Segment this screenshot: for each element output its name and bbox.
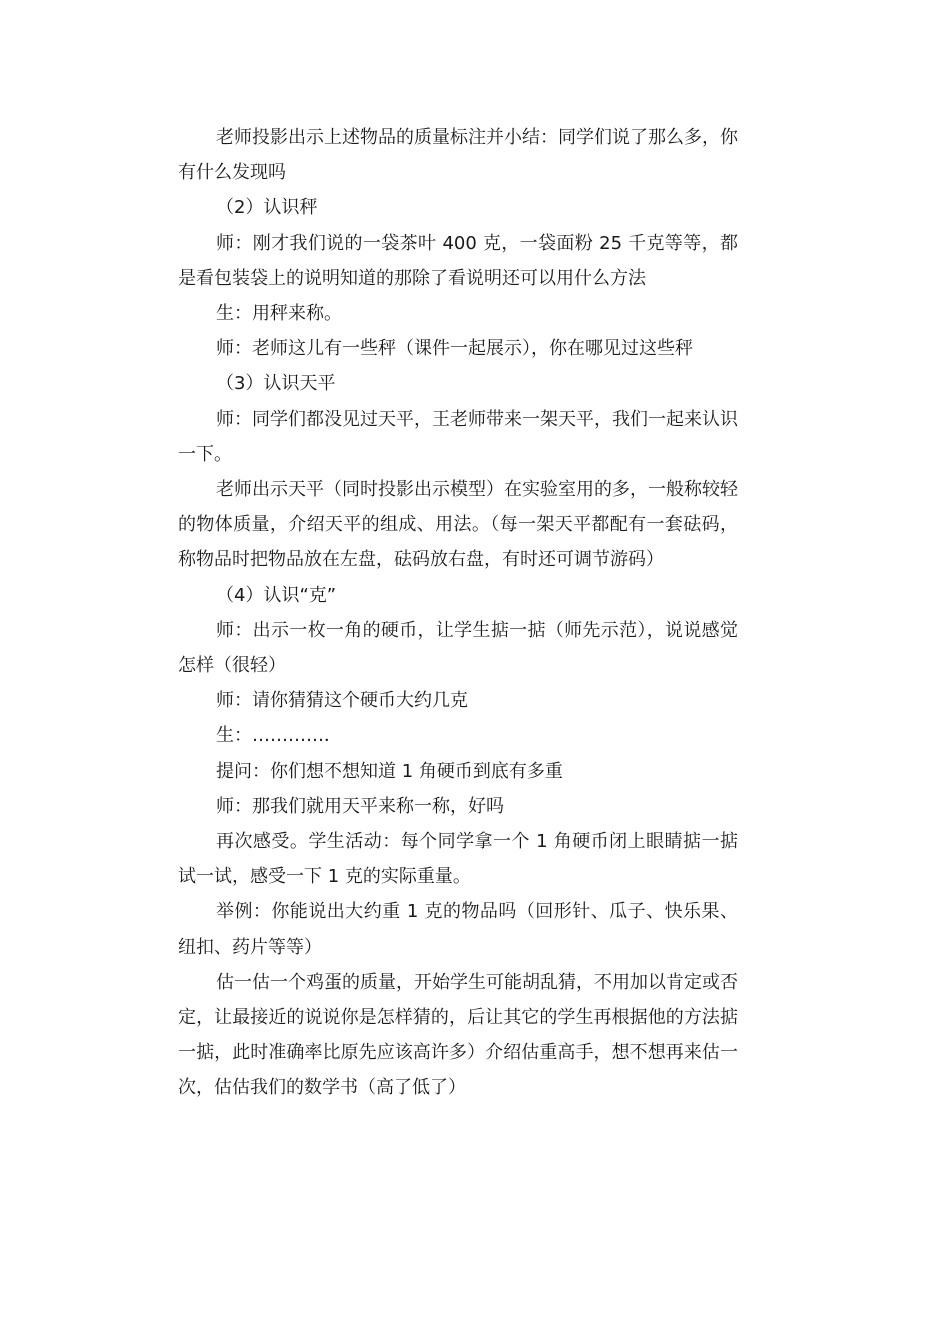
paragraph-teacher-balance: 师：同学们都没见过天平，王老师带来一架天平，我们一起来认识一下。 [178, 408, 738, 465]
paragraph-balance-intro: 老师出示天平（同时投影出示模型）在实验室用的多，一般称较轻的物体质量，介绍天平的组成、用法。（每一架天平都配有一套砝码，称物品时把物品放在左盘，砝码放右盘，有时还可调节游码） [178, 479, 738, 571]
paragraph-question: 提问：你们想不想知道 1 角硬币到底有多重 [216, 760, 563, 782]
paragraph-teacher-tea-flour: 师：刚才我们说的一袋茶叶 400 克，一袋面粉 25 千克等等，都是看包装袋上的说明知道的那除了看说明还可以用什么方法 [178, 232, 738, 289]
paragraph-teacher-scales: 师：老师这儿有一些秤（课件一起展示），你在哪见过这些秤 [216, 338, 693, 360]
paragraph-teacher-coin: 师：出示一枚一角的硬币，让学生掂一掂（师先示范），说说感觉怎样（很轻） [178, 619, 738, 677]
paragraph-activity: 再次感受。学生活动：每个同学拿一个 1 角硬币闭上眼睛掂一掂试一试，感受一下 1 克的实际重量。 [178, 831, 738, 888]
section-heading-balance: （3）认识天平 [216, 373, 336, 395]
paragraph-summary: 老师投影出示上述物品的质量标注并小结：同学们说了那么多，你有什么发现吗 [178, 127, 738, 184]
paragraph-teacher-weigh: 师：那我们就用天平来称一称，好吗 [216, 795, 504, 817]
paragraph-student-answer: 生：用秤来称。 [216, 303, 342, 325]
paragraph-examples: 举例：你能说出大约重 1 克的物品吗（回形针、瓜子、快乐果、纽扣、药片等等） [178, 901, 738, 958]
paragraph-estimate-egg: 估一估一个鸡蛋的质量，开始学生可能胡乱猜，不用加以肯定或否定，让最接近的说说你是怎样猜的，后让其它的学生再根据他的方法掂一掂，此时准确率比原先应该高许多）介绍估重高手，想不想再来估一次，估估我们的数学书（高了低了） [178, 971, 738, 1099]
document-body [178, 120, 738, 1106]
section-heading-gram: （4）认识“克” [216, 584, 337, 606]
paragraph-student-ellipsis: 生：…………． [216, 725, 342, 747]
section-heading-scale: （2）认识秤 [216, 197, 318, 219]
paragraph-teacher-guess: 师：请你猜猜这个硬币大约几克 [216, 690, 468, 712]
